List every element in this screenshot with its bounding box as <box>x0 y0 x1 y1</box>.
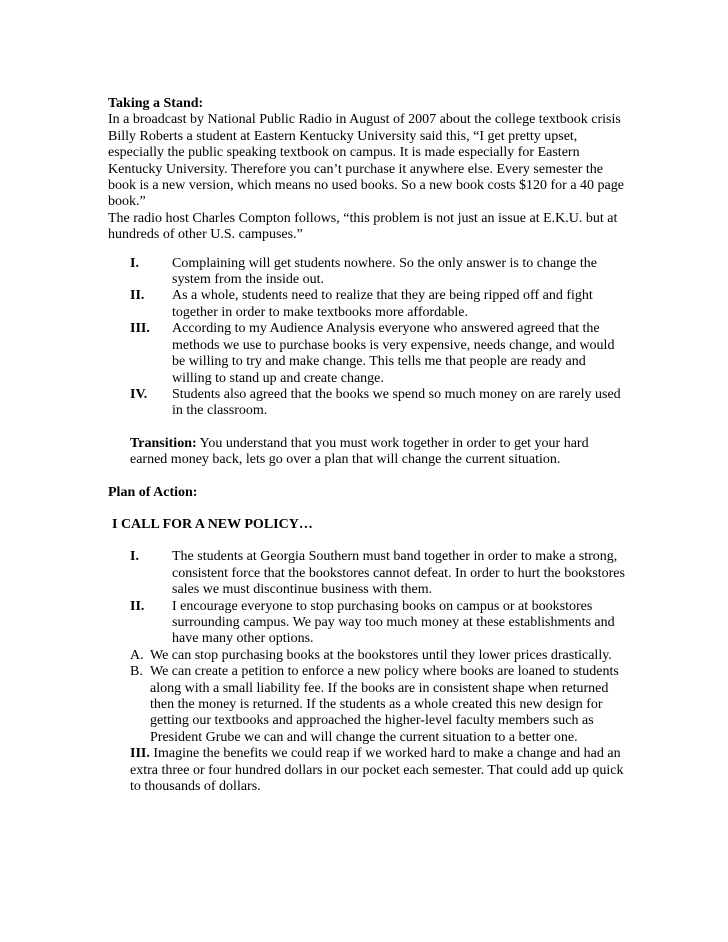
stand-point-1 <box>108 256 628 289</box>
stand-point-numeral: IV. <box>130 386 148 402</box>
stand-point-text: As a whole, students need to realize that they are being ripped off and fight together in order to make textbooks more affordable. <box>172 288 593 320</box>
plan-point-numeral: I. <box>130 549 139 565</box>
stand-point-2 <box>108 288 628 321</box>
plan-subpoint-text: We can create a petition to enforce a new policy where books are loaned to students along with a small liability fee. If the books are in consistent shape when returned then the money is returned. If the students as a whole created this new design for getting our textbooks and approached the higher-level faculty members such as President Grube we can and will change the current situation to a better one. <box>150 664 619 745</box>
plan-subpoint-text: We can stop purchasing books at the bookstores until they lower prices drastically. <box>150 647 612 663</box>
stand-point-numeral: III. <box>130 321 150 337</box>
stand-point-numeral: II. <box>130 288 145 304</box>
stand-point-3 <box>108 321 628 387</box>
new-policy-heading: I CALL FOR A NEW POLICY… <box>112 516 313 532</box>
plan-subpoint-b <box>108 664 628 746</box>
plan-point-text: I encourage everyone to stop purchasing books on campus or at bookstores surrounding campus. We pay way too much money at these establishments and have many other options. <box>172 598 615 647</box>
plan-point-3 <box>108 746 628 795</box>
plan-subpoint-letter: A. <box>130 647 144 663</box>
plan-subpoint-letter: B. <box>130 664 143 680</box>
stand-point-text: Complaining will get students nowhere. So the only answer is to change the system from the inside out. <box>172 255 597 288</box>
taking-a-stand-heading: Taking a Stand: <box>108 96 204 111</box>
plan-subpoint-a <box>108 648 628 664</box>
plan-point-2 <box>108 599 628 648</box>
transition-paragraph <box>108 436 628 469</box>
plan-point-numeral: II. <box>130 598 145 614</box>
radio-host-paragraph: The radio host Charles Compton follows, “this problem is not just an issue at E.K.U. but at hundreds of other U.S. campuses.” <box>108 210 618 243</box>
transition-text: You understand that you must work together in order to get your hard earned money back, lets go over a plan that will change the current situation. <box>130 435 589 468</box>
plan-of-action-heading: Plan of Action: <box>108 484 198 500</box>
stand-point-text: According to my Audience Analysis everyone who answered agreed that the methods we use to purchase books is very expensive, needs change, and would be willing to try and make change. This tells me that people are ready and willing to stand up and create change. <box>172 321 615 386</box>
plan-point-text: Imagine the benefits we could reap if we worked hard to make a change and had an extra three or four hundred dollars in our pocket each semester. That could add up quick to thousands of dollars. <box>130 746 624 795</box>
plan-point-text: The students at Georgia Southern must band together in order to make a strong, consistent force that the bookstores cannot defeat. In order to hurt the bookstores sales we must discontinue business with them. <box>172 549 625 598</box>
stand-point-4 <box>108 387 628 420</box>
document-body <box>108 96 628 795</box>
transition-label: Transition: <box>130 435 197 451</box>
stand-point-numeral: I. <box>130 255 139 271</box>
plan-point-1 <box>108 549 628 598</box>
plan-point-numeral: III. <box>130 746 150 762</box>
stand-point-text: Students also agreed that the books we spend so much money on are rarely used in the classroom. <box>172 386 621 419</box>
npr-quote-paragraph: In a broadcast by National Public Radio in August of 2007 about the college textbook crisis Billy Roberts a student at Eastern Kentucky University said this, “I get pretty upset, especially the public speaking textbook on campus. It is made especially for Eastern Kentucky University. Therefore you can’t purchase it anywhere else. Every semester the book is a new version, which means no used books. So a new book costs $120 for a 40 page book.” <box>108 112 624 210</box>
